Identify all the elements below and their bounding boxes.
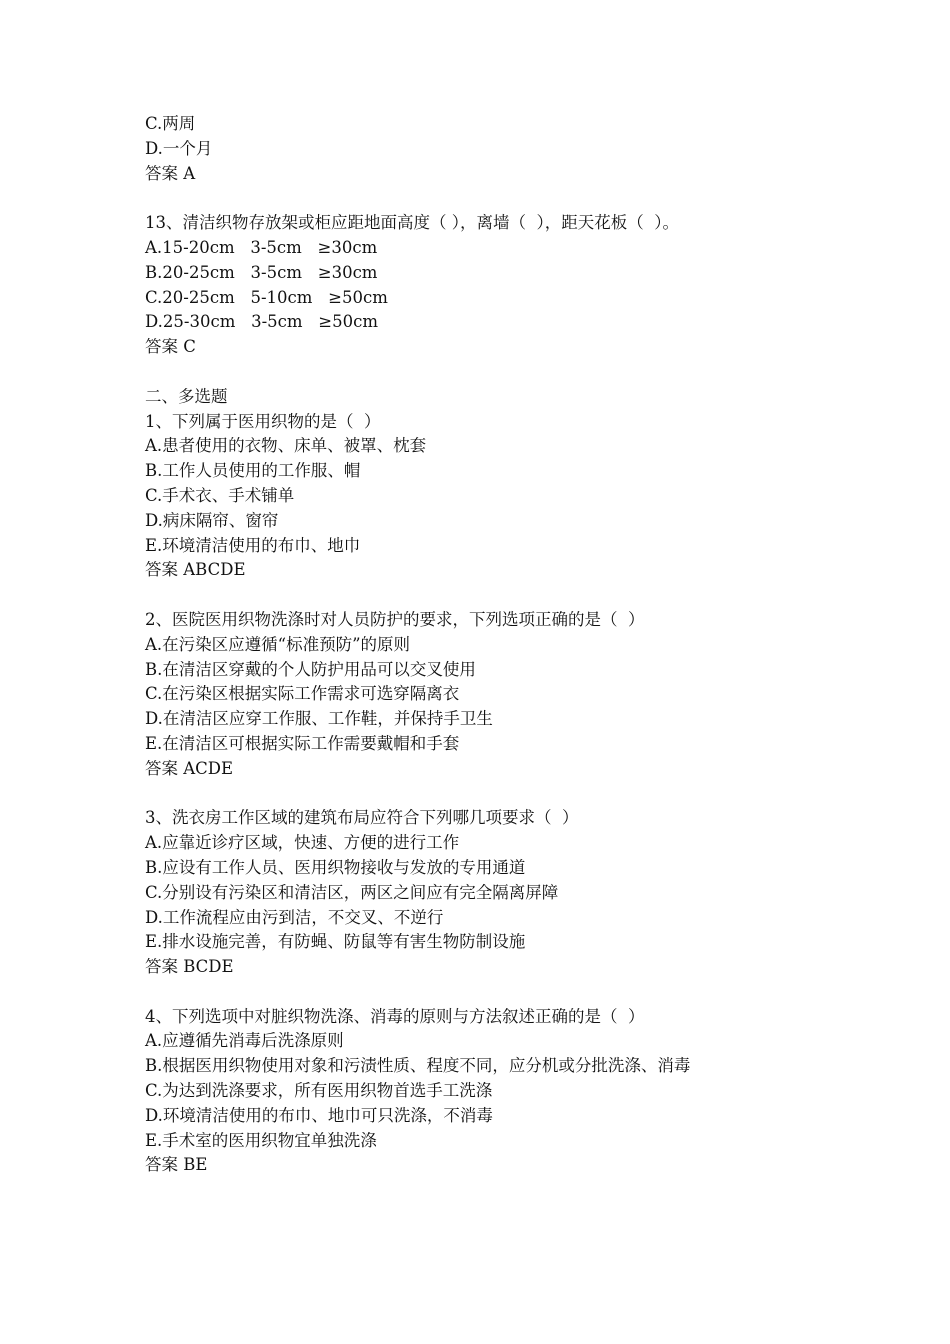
question-stem: 13、清洁织物存放架或柜应距地面高度（ ），离墙（ ），距天花板（ ）。: [145, 213, 679, 233]
option-d: D.工作流程应由污到洁，不交叉、不逆行: [145, 907, 444, 927]
section-title: 二、多选题: [145, 386, 228, 406]
option-c: C.两周: [145, 114, 196, 133]
option-c: C.为达到洗涤要求，所有医用织物首选手工洗涤: [145, 1081, 493, 1101]
option-b: B.20-25cm 3-5cm ≥30cm: [145, 262, 378, 282]
option-e: E.手术室的医用织物宜单独洗涤: [145, 1130, 377, 1150]
question-stem: 1、下列属于医用织物的是（ ）: [145, 411, 381, 431]
answer: 答案 BCDE: [145, 957, 234, 977]
question-stem: 4、下列选项中对脏织物洗涤、消毒的原则与方法叙述正确的是（ ）: [145, 1006, 645, 1026]
answer: 答案 C: [145, 337, 196, 357]
option-e: E.环境清洁使用的布巾、地巾: [145, 535, 361, 555]
option-d: D.25-30cm 3-5cm ≥50cm: [145, 312, 378, 332]
spacer: [145, 782, 905, 807]
option-e: E.在清洁区可根据实际工作需要戴帽和手套: [145, 733, 460, 753]
spacer: [145, 360, 905, 385]
question-stem: 3、洗衣房工作区域的建筑布局应符合下列哪几项要求（ ）: [145, 808, 579, 828]
option-d: D.一个月: [145, 138, 213, 158]
option-a: A.应靠近诊疗区域，快速、方便的进行工作: [145, 833, 460, 853]
option-c: C.分别设有污染区和清洁区，两区之间应有完全隔离屏障: [145, 882, 559, 902]
option-a: A.患者使用的衣物、床单、被罩、枕套: [145, 436, 427, 456]
spacer: [145, 186, 905, 211]
option-c: C.手术衣、手术铺单: [145, 485, 295, 505]
option-c: C.20-25cm 5-10cm ≥50cm: [145, 287, 388, 307]
answer: 答案 ABCDE: [145, 560, 246, 580]
spacer: [145, 583, 905, 608]
option-c: C.在污染区根据实际工作需求可选穿隔离衣: [145, 684, 460, 704]
option-a: A.15-20cm 3-5cm ≥30cm: [145, 237, 378, 257]
option-e: E.排水设施完善，有防蝇、防鼠等有害生物防制设施: [145, 932, 526, 952]
option-b: B.应设有工作人员、医用织物接收与发放的专用通道: [145, 857, 526, 877]
answer: 答案 ACDE: [145, 758, 234, 778]
document-page: [145, 112, 905, 1178]
option-a: A.应遵循先消毒后洗涤原则: [145, 1031, 344, 1051]
answer: 答案 BE: [145, 1155, 208, 1175]
option-a: A.在污染区应遵循“标准预防”的原则: [145, 634, 411, 654]
option-d: D.在清洁区应穿工作服、工作鞋，并保持手卫生: [145, 709, 493, 729]
spacer: [145, 980, 905, 1005]
question-stem: 2、医院医用织物洗涤时对人员防护的要求，下列选项正确的是（ ）: [145, 609, 645, 629]
option-b: B.工作人员使用的工作服、帽: [145, 461, 361, 481]
option-d: D.病床隔帘、窗帘: [145, 510, 279, 530]
answer: 答案 A: [145, 163, 196, 183]
option-b: B.在清洁区穿戴的个人防护用品可以交叉使用: [145, 659, 476, 679]
option-b: B.根据医用织物使用对象和污渍性质、程度不同，应分机或分批洗涤、消毒: [145, 1056, 691, 1076]
option-d: D.环境清洁使用的布巾、地巾可只洗涤，不消毒: [145, 1105, 493, 1125]
